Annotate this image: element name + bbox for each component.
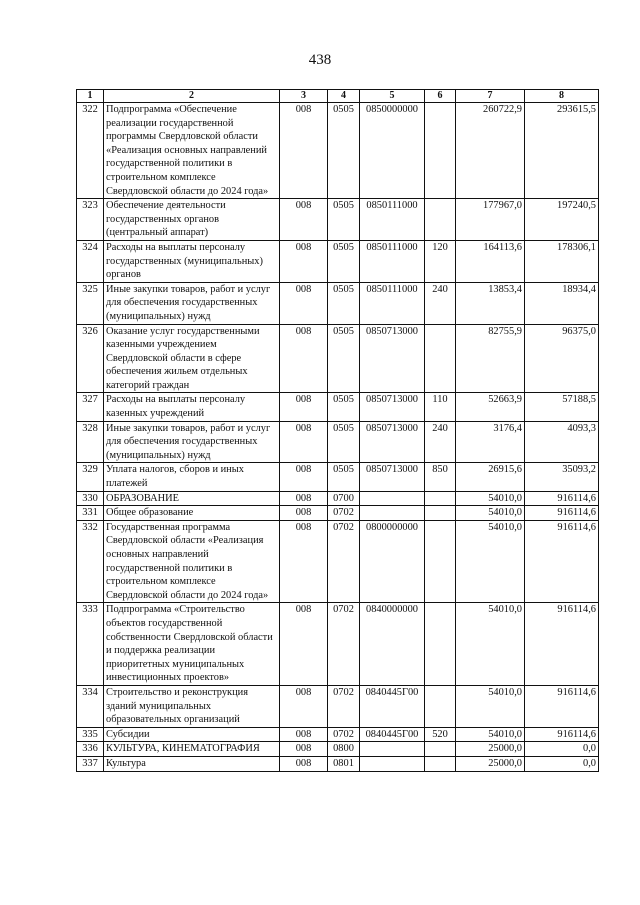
row-number: 331 [77,506,104,521]
section-code: 0505 [328,103,360,199]
amount-col8: 916114,6 [525,520,599,603]
row-number: 332 [77,520,104,603]
amount-col7: 260722,9 [456,103,525,199]
target-code: 0850000000 [360,103,425,199]
department-code: 008 [280,756,328,771]
department-code: 008 [280,742,328,757]
expense-type-code: 240 [425,421,456,463]
amount-col7: 52663,9 [456,393,525,421]
row-number: 326 [77,324,104,393]
expense-type-code [425,520,456,603]
target-code: 0850713000 [360,421,425,463]
section-code: 0702 [328,603,360,686]
table-row [77,393,599,421]
section-code: 0702 [328,685,360,727]
row-number: 329 [77,463,104,491]
header-cell: 6 [425,90,456,103]
amount-col7: 54010,0 [456,491,525,506]
target-code: 0850111000 [360,240,425,282]
department-code: 008 [280,199,328,241]
section-code: 0505 [328,282,360,324]
amount-col8: 916114,6 [525,491,599,506]
expense-type-code [425,685,456,727]
amount-col8: 4093,3 [525,421,599,463]
department-code: 008 [280,463,328,491]
section-code: 0702 [328,520,360,603]
department-code: 008 [280,240,328,282]
row-number: 322 [77,103,104,199]
header-cell: 1 [77,90,104,103]
amount-col8: 35093,2 [525,463,599,491]
target-code [360,756,425,771]
header-cell: 4 [328,90,360,103]
department-code: 008 [280,421,328,463]
table-row [77,727,599,742]
expense-type-code: 240 [425,282,456,324]
department-code: 008 [280,393,328,421]
row-number: 335 [77,727,104,742]
row-name: Строительство и реконструкция зданий муниципальных образовательных организаций [104,685,280,727]
amount-col8: 0,0 [525,742,599,757]
header-cell: 8 [525,90,599,103]
row-number: 325 [77,282,104,324]
amount-col8: 57188,5 [525,393,599,421]
amount-col7: 13853,4 [456,282,525,324]
target-code: 0850713000 [360,463,425,491]
row-name: КУЛЬТУРА, КИНЕМАТОГРАФИЯ [104,742,280,757]
table-row [77,103,599,199]
amount-col7: 54010,0 [456,520,525,603]
row-name: ОБРАЗОВАНИЕ [104,491,280,506]
header-row [77,90,599,103]
row-name: Подпрограмма «Обеспечение реализации государственной программы Свердловской области «Реализация основных направлений государственной политики в строительном комплексе Свердловской области до 2024 года» [104,103,280,199]
table-row [77,199,599,241]
table-row [77,421,599,463]
table-row [77,603,599,686]
header-cell: 3 [280,90,328,103]
target-code: 0850713000 [360,393,425,421]
expense-type-code [425,491,456,506]
expense-type-code [425,506,456,521]
expense-type-code [425,199,456,241]
amount-col7: 26915,6 [456,463,525,491]
row-name: Оказание услуг государственными казенными учреждением Свердловской области в сфере обеспечения жильем отдельных категорий граждан [104,324,280,393]
section-code: 0505 [328,463,360,491]
row-number: 336 [77,742,104,757]
expense-type-code: 850 [425,463,456,491]
target-code [360,491,425,506]
department-code: 008 [280,685,328,727]
department-code: 008 [280,324,328,393]
section-code: 0505 [328,199,360,241]
amount-col7: 25000,0 [456,756,525,771]
table-row [77,324,599,393]
department-code: 008 [280,506,328,521]
amount-col7: 54010,0 [456,506,525,521]
department-code: 008 [280,603,328,686]
budget-table [76,89,599,772]
amount-col8: 916114,6 [525,506,599,521]
expense-type-code [425,603,456,686]
row-name: Общее образование [104,506,280,521]
expense-type-code: 120 [425,240,456,282]
target-code: 0840445Г00 [360,727,425,742]
row-number: 324 [77,240,104,282]
amount-col8: 916114,6 [525,685,599,727]
department-code: 008 [280,491,328,506]
target-code: 0850111000 [360,282,425,324]
amount-col8: 197240,5 [525,199,599,241]
amount-col7: 25000,0 [456,742,525,757]
amount-col8: 916114,6 [525,603,599,686]
section-code: 0801 [328,756,360,771]
row-name: Государственная программа Свердловской области «Реализация основных направлений государственной политики в строительном комплексе Свердловской области до 2024 года» [104,520,280,603]
row-number: 334 [77,685,104,727]
row-name: Обеспечение деятельности государственных органов (центральный аппарат) [104,199,280,241]
target-code [360,742,425,757]
row-name: Уплата налогов, сборов и иных платежей [104,463,280,491]
row-number: 323 [77,199,104,241]
section-code: 0505 [328,240,360,282]
target-code: 0840445Г00 [360,685,425,727]
row-name: Субсидии [104,727,280,742]
amount-col7: 177967,0 [456,199,525,241]
amount-col8: 0,0 [525,756,599,771]
section-code: 0505 [328,324,360,393]
department-code: 008 [280,520,328,603]
table-row [77,506,599,521]
row-name: Культура [104,756,280,771]
row-name: Иные закупки товаров, работ и услуг для обеспечения государственных (муниципальных) нужд [104,282,280,324]
target-code: 0800000000 [360,520,425,603]
row-name: Иные закупки товаров, работ и услуг для обеспечения государственных (муниципальных) нужд [104,421,280,463]
expense-type-code: 110 [425,393,456,421]
target-code: 0850111000 [360,199,425,241]
amount-col7: 164113,6 [456,240,525,282]
table-row [77,756,599,771]
amount-col7: 54010,0 [456,685,525,727]
target-code: 0850713000 [360,324,425,393]
table-row [77,463,599,491]
target-code: 0840000000 [360,603,425,686]
table-row [77,240,599,282]
amount-col8: 293615,5 [525,103,599,199]
section-code: 0505 [328,393,360,421]
department-code: 008 [280,282,328,324]
amount-col7: 54010,0 [456,727,525,742]
section-code: 0505 [328,421,360,463]
department-code: 008 [280,727,328,742]
header-cell: 2 [104,90,280,103]
expense-type-code [425,103,456,199]
row-name: Расходы на выплаты персоналу казенных учреждений [104,393,280,421]
expense-type-code [425,756,456,771]
amount-col7: 54010,0 [456,603,525,686]
amount-col8: 18934,4 [525,282,599,324]
expense-type-code [425,324,456,393]
section-code: 0700 [328,491,360,506]
department-code: 008 [280,103,328,199]
table-row [77,685,599,727]
table-row [77,282,599,324]
table-row [77,491,599,506]
section-code: 0800 [328,742,360,757]
amount-col7: 3176,4 [456,421,525,463]
page-number: 438 [308,52,332,68]
header-cell: 5 [360,90,425,103]
amount-col8: 178306,1 [525,240,599,282]
row-number: 330 [77,491,104,506]
row-name: Расходы на выплаты персоналу государственных (муниципальных) органов [104,240,280,282]
row-number: 333 [77,603,104,686]
row-number: 337 [77,756,104,771]
amount-col8: 916114,6 [525,727,599,742]
section-code: 0702 [328,506,360,521]
table-row [77,742,599,757]
expense-type-code [425,742,456,757]
header-cell: 7 [456,90,525,103]
expense-type-code: 520 [425,727,456,742]
amount-col7: 82755,9 [456,324,525,393]
row-name: Подпрограмма «Строительство объектов государственной собственности Свердловской области и поддержка реализации приоритетных муниципальных инвестиционных проектов» [104,603,280,686]
section-code: 0702 [328,727,360,742]
target-code [360,506,425,521]
row-number: 327 [77,393,104,421]
table-row [77,520,599,603]
row-number: 328 [77,421,104,463]
amount-col8: 96375,0 [525,324,599,393]
